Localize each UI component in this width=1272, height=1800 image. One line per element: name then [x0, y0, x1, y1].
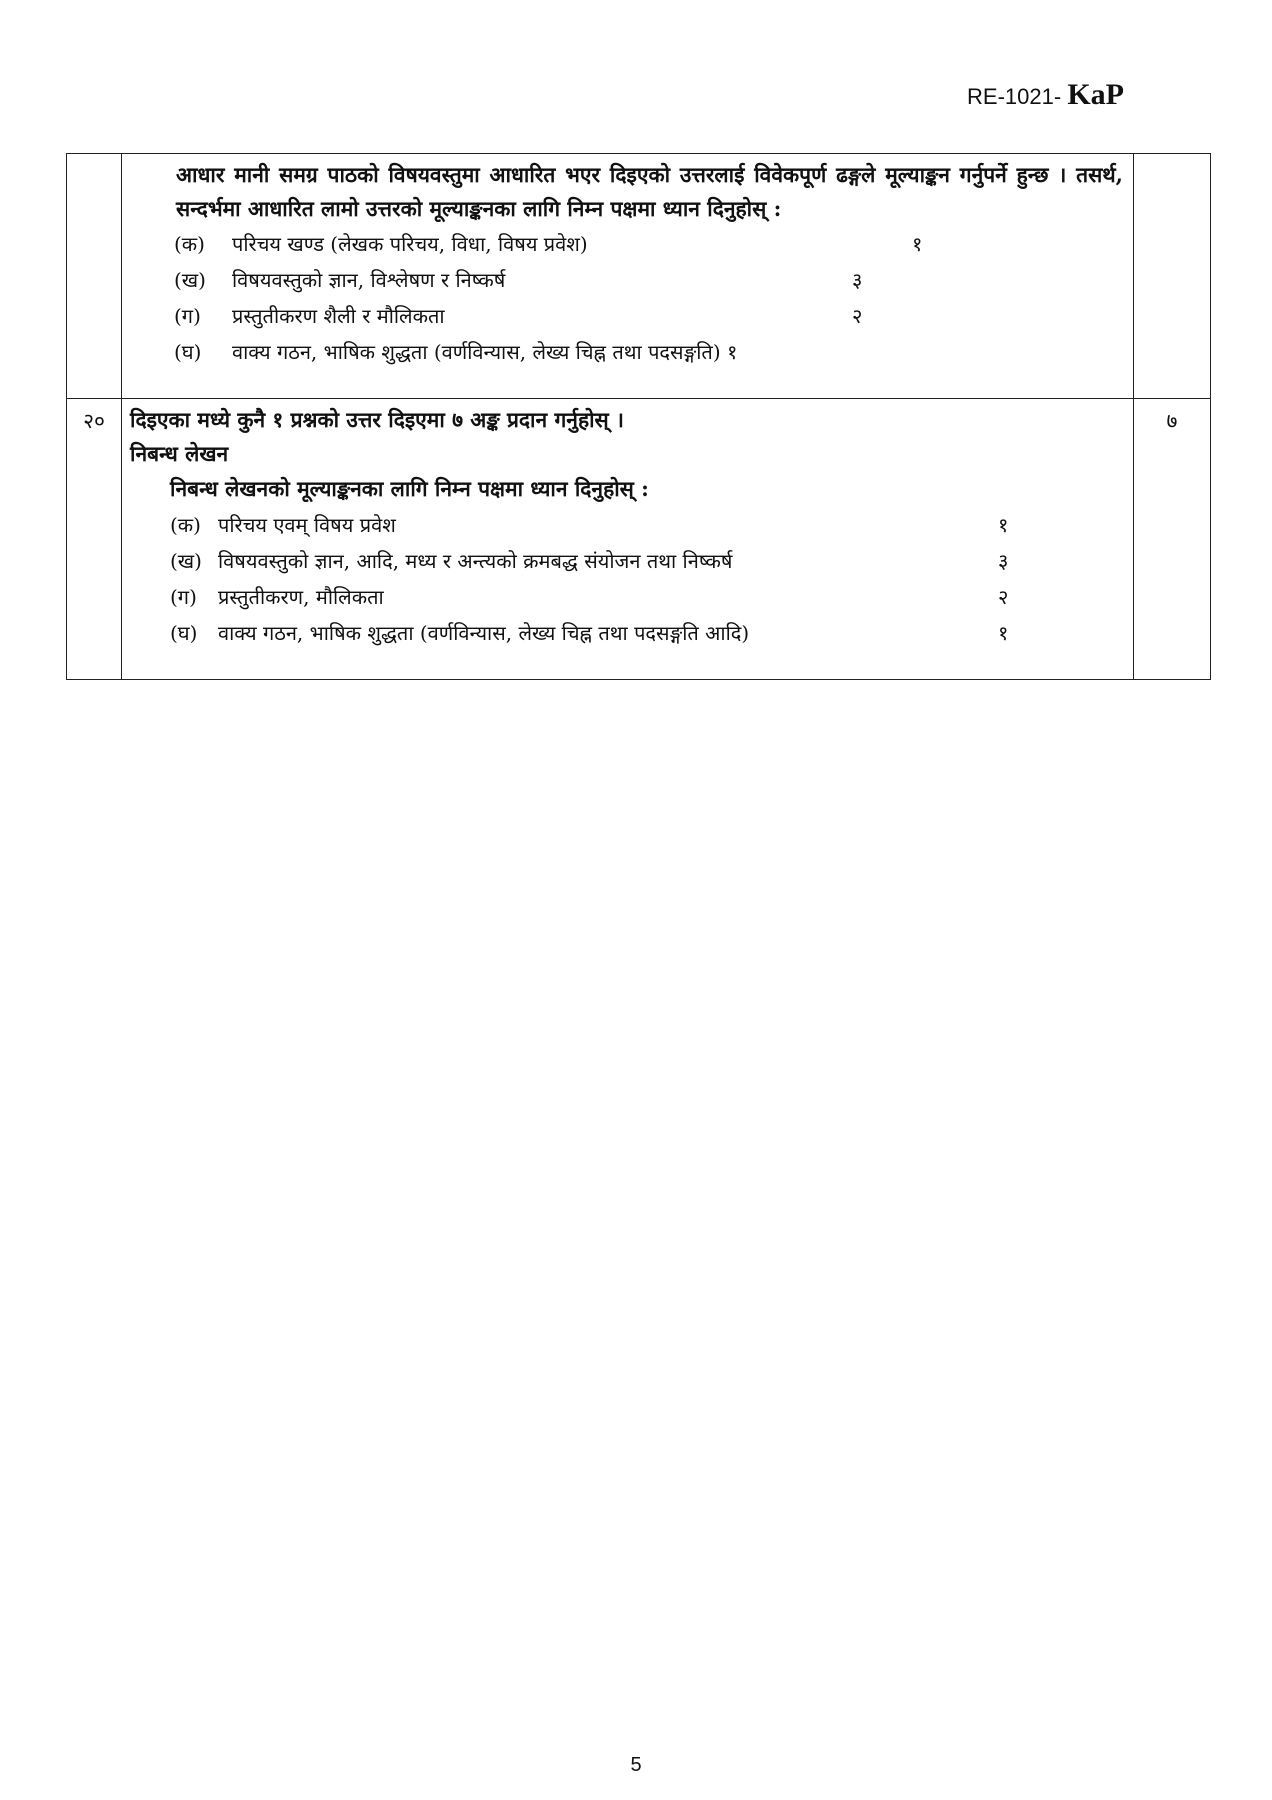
criterion-text: प्रस्तुतीकरण शैली र मौलिकता	[232, 304, 445, 328]
marking-scheme-table	[66, 153, 1211, 680]
marks-cell	[1134, 154, 1211, 399]
marks-cell: ७	[1134, 399, 1211, 680]
criterion-item	[130, 543, 1123, 579]
criterion-mark: ३	[852, 268, 863, 292]
criterion-text: विषयवस्तुको ज्ञान, विश्लेषण र निष्कर्ष	[232, 268, 506, 292]
criterion-label: (घ)	[170, 621, 198, 645]
criterion-mark: १	[998, 513, 1009, 537]
criterion-label: (घ)	[174, 340, 202, 364]
criterion-mark: २	[998, 585, 1009, 609]
criterion-label: (ख)	[170, 549, 202, 573]
criterion-text: वाक्य गठन, भाषिक शुद्धता (वर्णविन्यास, लेख्य चिह्न तथा पदसङ्गति) १	[232, 340, 738, 364]
criterion-item	[130, 334, 1123, 370]
criterion-item	[130, 579, 1123, 615]
criterion-mark: २	[852, 304, 863, 328]
question-number-cell	[67, 154, 122, 399]
criterion-text: प्रस्तुतीकरण, मौलिकता	[218, 585, 384, 609]
criterion-mark: १	[912, 232, 923, 256]
answer-guideline-cell	[122, 154, 1134, 399]
criterion-label: (ग)	[170, 585, 197, 609]
table-row	[67, 154, 1211, 399]
document-code-prefix: RE-1021-	[967, 84, 1062, 109]
guideline-paragraph: आधार मानी समग्र पाठको विषयवस्तुमा आधारित भएर दिइएको उत्तरलाई विवेकपूर्ण ढङ्गले मूल्याङ्कन गर्नुपर्ने हुन्छ । तसर्थ, सन्दर्भमा आधारित लामो उत्तरको मूल्याङ्कनका लागि निम्न पक्षमा ध्यान दिनुहोस् :	[176, 162, 1123, 221]
criterion-item	[130, 226, 1123, 262]
criterion-mark: ३	[998, 549, 1009, 573]
criterion-text: परिचय एवम् विषय प्रवेश	[218, 513, 396, 537]
criterion-label: (क)	[174, 232, 205, 256]
criterion-text: विषयवस्तुको ज्ञान, आदि, मध्य र अन्त्यको क्रमबद्ध संयोजन तथा निष्कर्ष	[218, 549, 733, 573]
document-code	[967, 78, 1124, 112]
section-heading: निबन्ध लेखन	[130, 441, 229, 466]
criterion-item	[130, 615, 1123, 651]
guideline-subheading: निबन्ध लेखनको मूल्याङ्कनका लागि निम्न पक्षमा ध्यान दिनुहोस् :	[170, 476, 649, 501]
criterion-mark: १	[998, 621, 1009, 645]
answer-guideline-cell	[122, 399, 1134, 680]
criterion-item	[130, 262, 1123, 298]
table-row	[67, 399, 1211, 680]
criterion-label: (क)	[170, 513, 201, 537]
question-instruction: दिइएका मध्ये कुनै १ प्रश्नको उत्तर दिइएमा ७ अङ्क प्रदान गर्नुहोस् ।	[130, 407, 624, 432]
question-number-cell: २०	[67, 399, 122, 680]
criterion-item	[130, 507, 1123, 543]
criterion-label: (ख)	[174, 268, 206, 292]
criterion-text: परिचय खण्ड (लेखक परिचय, विधा, विषय प्रवेश)	[232, 232, 588, 256]
page-number: 5	[630, 1754, 642, 1776]
document-code-bold: KaP	[1067, 78, 1124, 111]
criterion-text: वाक्य गठन, भाषिक शुद्धता (वर्णविन्यास, लेख्य चिह्न तथा पदसङ्गति आदि)	[218, 621, 750, 645]
criterion-item	[130, 298, 1123, 334]
criterion-label: (ग)	[174, 304, 201, 328]
